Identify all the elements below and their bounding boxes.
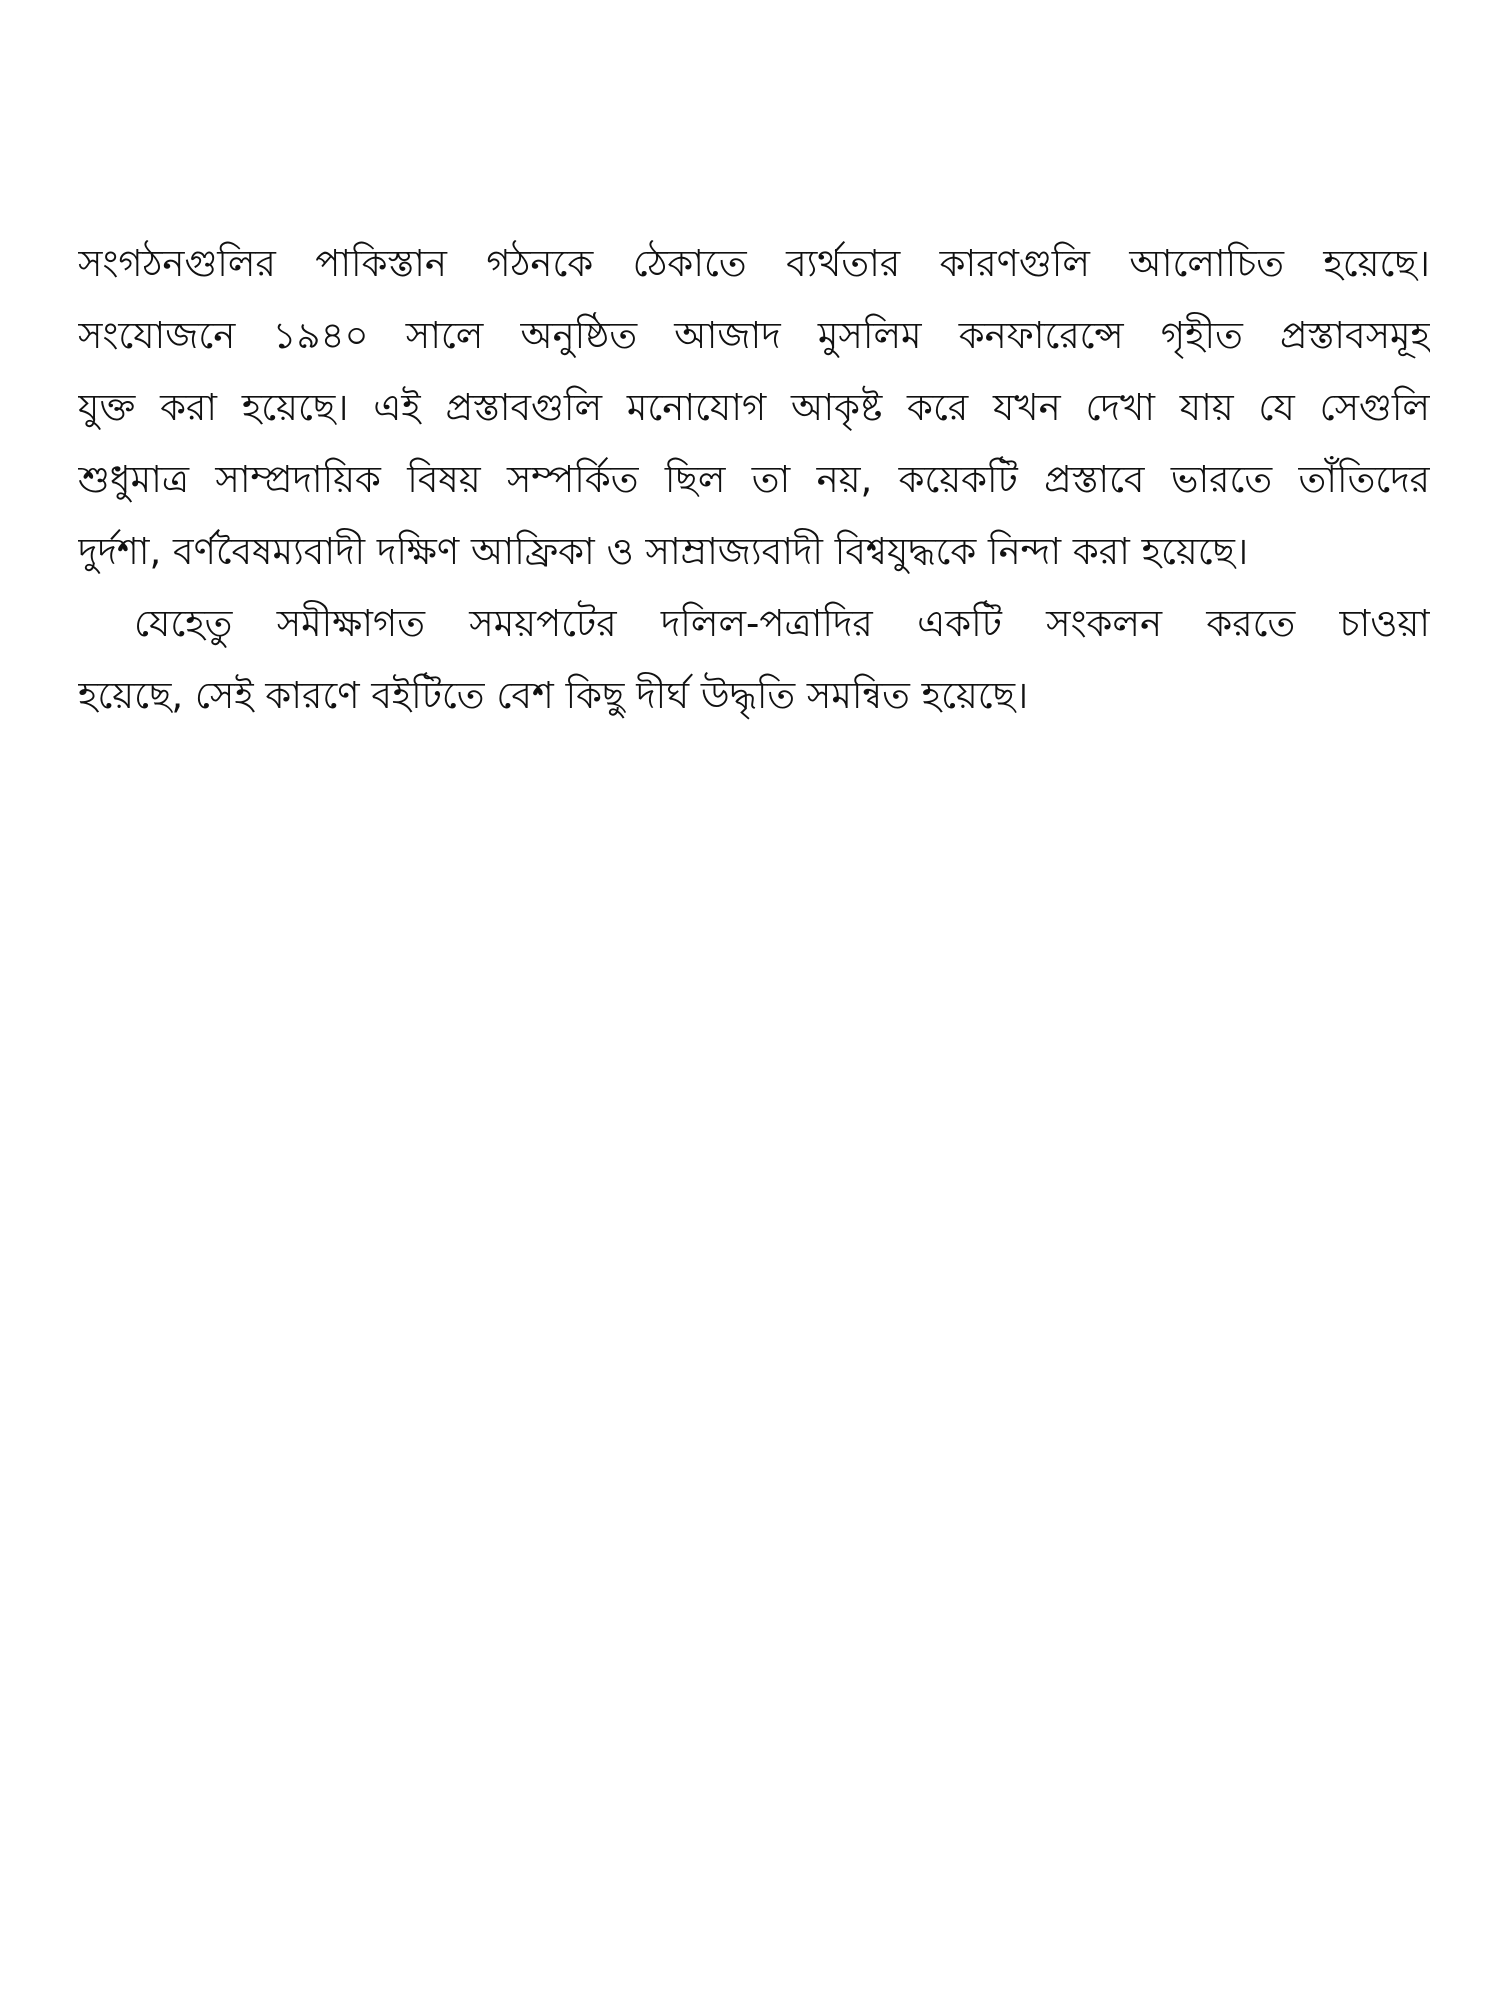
text-line: সংগঠনগুলির পাকিস্তান গঠনকে ঠেকাতে ব্যর্থতার কারণগুলি আলোচিত হয়েছে। bbox=[78, 242, 1430, 285]
text-line: শুধুমাত্র সাম্প্রদায়িক বিষয় সম্পর্কিত ছিল তা নয়, কয়েকটি প্রস্তাবে ভারতে তাঁতিদের bbox=[78, 458, 1430, 501]
text-line: দুর্দশা, বর্ণবৈষম্যবাদী দক্ষিণ আফ্রিকা ও সাম্রাজ্যবাদী বিশ্বযুদ্ধকে নিন্দা করা হয়েছে। bbox=[78, 530, 1249, 573]
body-text bbox=[78, 228, 1430, 732]
text-line: সংযোজনে ১৯৪০ সালে অনুষ্ঠিত আজাদ মুসলিম কনফারেন্সে গৃহীত প্রস্তাবসমূহ bbox=[78, 314, 1430, 357]
text-line: যেহেতু সমীক্ষাগত সময়পটের দলিল-পত্রাদির একটি সংকলন করতে চাওয়া bbox=[134, 602, 1430, 645]
text-line: হয়েছে, সেই কারণে বইটিতে বেশ কিছু দীর্ঘ উদ্ধৃতি সমন্বিত হয়েছে। bbox=[78, 674, 1029, 717]
text-line: যুক্ত করা হয়েছে। এই প্রস্তাবগুলি মনোযোগ আকৃষ্ট করে যখন দেখা যায় যে সেগুলি bbox=[78, 386, 1430, 429]
